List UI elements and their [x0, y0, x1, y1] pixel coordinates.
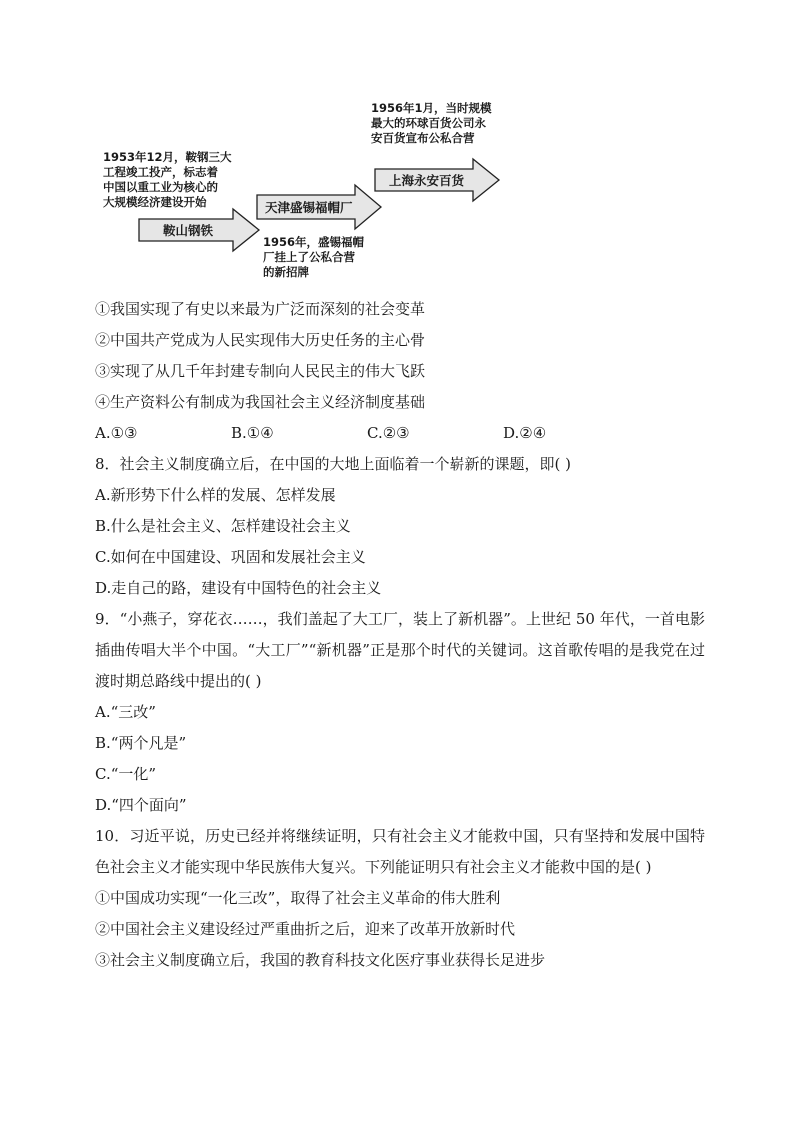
q10-item: ①中国成功实现“一化三改”，取得了社会主义革命的伟大胜利 [95, 889, 501, 907]
arrow-label-yongan: 上海永安百货 [389, 173, 465, 188]
q9-option-c: C.“一化” [95, 765, 157, 783]
caption-shengxifu: 1956年，盛锡福帽 厂挂上了公私合营 的新招牌 [263, 235, 365, 279]
q9-stem: 9．“小燕子，穿花衣……，我们盖起了大工厂，装上了新机器”。上世纪 50 年代，一首电影插曲传唱大半个中国。“大工厂”“新机器”正是那个时代的关键词。这首歌传唱的是我党在过渡时期总路线中提出的( ) [95, 610, 705, 690]
q8-option-a: A.新形势下什么样的发展、怎样发展 [95, 486, 336, 504]
caption-anshan: 1953年12月，鞍钢三大 工程竣工投产，标志着 中国以重工业为核心的 大规模经济建设开始 [103, 150, 232, 209]
q7-option-c: C.②③ [367, 424, 410, 442]
q10-stem: 10．习近平说，历史已经并将继续证明，只有社会主义才能救中国，只有坚持和发展中国特色社会主义才能实现中华民族伟大复兴。下列能证明只有社会主义才能救中国的是( ) [95, 827, 705, 876]
question-content [95, 294, 705, 976]
q9-option-d: D.“四个面向” [95, 796, 187, 814]
q10-item: ②中国社会主义建设经过严重曲折之后，迎来了改革开放新时代 [95, 920, 516, 938]
arrow-anshan [137, 207, 261, 253]
q8-option-b: B.什么是社会主义、怎样建设社会主义 [95, 517, 351, 535]
arrow-shengxifu [255, 183, 383, 231]
arrow-label-anshan: 鞍山钢铁 [163, 223, 214, 238]
q7-item: ①我国实现了有史以来最为广泛而深刻的社会变革 [95, 300, 426, 318]
caption-yongan: 1956年1月，当时规模 最大的环球百货公司永 安百货宣布公私合营 [371, 101, 492, 145]
q8-option-d: D.走自己的路，建设有中国特色的社会主义 [95, 579, 382, 597]
q7-option-b: B.①④ [231, 424, 274, 442]
q8-stem: 8．社会主义制度确立后，在中国的大地上面临着一个崭新的课题，即( ) [95, 455, 572, 473]
q9-option-b: B.“两个凡是” [95, 734, 187, 752]
q7-option-a: A.①③ [95, 424, 138, 442]
q10-item: ③社会主义制度确立后，我国的教育科技文化医疗事业获得长足进步 [95, 951, 546, 969]
arrow-yongan [373, 157, 501, 203]
arrow-label-shengxifu: 天津盛锡福帽厂 [265, 200, 353, 215]
q7-item: ④生产资料公有制成为我国社会主义经济制度基础 [95, 393, 426, 411]
q8-option-c: C.如何在中国建设、巩固和发展社会主义 [95, 548, 366, 566]
q7-option-d: D.②④ [503, 424, 547, 442]
q7-item: ②中国共产党成为人民实现伟大历史任务的主心骨 [95, 331, 426, 349]
timeline-diagram [95, 95, 515, 285]
q7-options [95, 418, 705, 449]
q7-item: ③实现了从几千年封建专制向人民民主的伟大飞跃 [95, 362, 426, 380]
q9-option-a: A.“三改” [95, 703, 156, 721]
